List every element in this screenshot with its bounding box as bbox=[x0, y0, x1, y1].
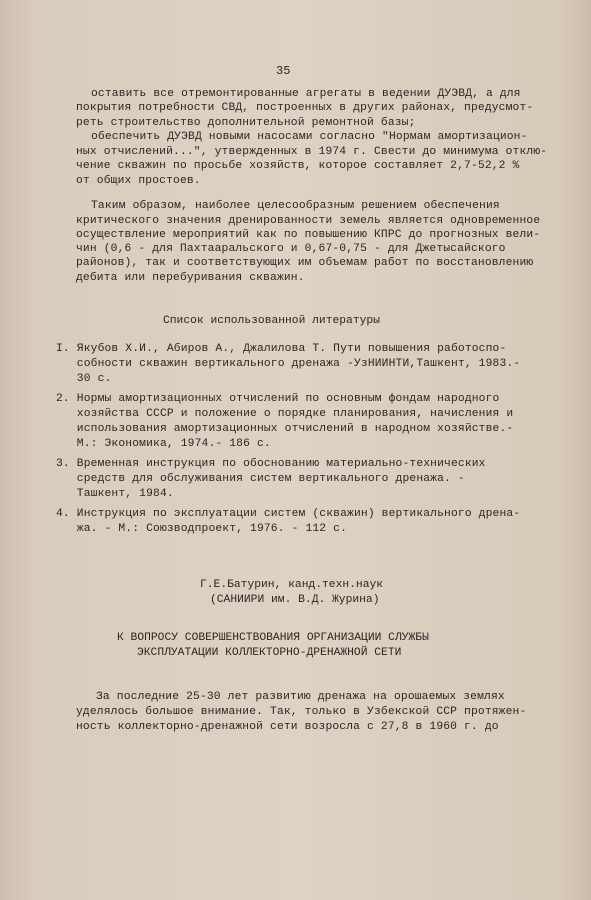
reference-line: М.: Экономика, 1974.- 186 с. bbox=[56, 438, 271, 450]
author-affiliation: (САНИИРИ им. В.Д. Журина) bbox=[210, 594, 380, 606]
author-name: Г.Е.Батурин, канд.техн.наук bbox=[200, 579, 384, 591]
text-line: районов), так и соответствующих им объемам работ по восстановлению bbox=[76, 257, 534, 269]
text-line: реть строительство дополнительной ремонтной базы; bbox=[76, 117, 416, 129]
reference-line: 3. Временная инструкция по обоснованию материально-технических bbox=[56, 458, 486, 470]
text-line: дебита или перебуривания скважин. bbox=[76, 272, 305, 284]
article-title: ЭКСПЛУАТАЦИИ КОЛЛЕКТОРНО-ДРЕНАЖНОЙ СЕТИ bbox=[137, 647, 402, 659]
text-line: уделялось большое внимание. Так, только в Узбекской ССР протяжен- bbox=[76, 706, 527, 718]
text-line: обеспечить ДУЭВД новыми насосами согласно "Нормам амортизацион- bbox=[91, 131, 528, 143]
reference-line: собности скважин вертикального дренажа -УзНИИНТИ,Ташкент, 1983.- bbox=[56, 358, 521, 370]
reference-line: 4. Инструкция по эксплуатации систем (скважин) вертикального дрена- bbox=[56, 508, 521, 520]
reference-line: хозяйства СССР и положение о порядке планирования, начисления и bbox=[56, 408, 514, 420]
text-line: критического значения дренированности земель является одновременное bbox=[76, 215, 541, 227]
page-number: 35 bbox=[276, 64, 291, 78]
text-line: чение скважин по просьбе хозяйств, которое составляет 2,7-52,2 % bbox=[76, 160, 520, 172]
text-line: от общих простоев. bbox=[76, 175, 201, 187]
text-line: оставить все отремонтированные агрегаты в ведении ДУЭВД, а для bbox=[91, 88, 521, 100]
text-line: осуществление мероприятий как по повышению КПРС до прогнозных вели- bbox=[76, 229, 541, 241]
text-line: ных отчислений...", утвержденных в 1974 г. Свести до минимума отклю- bbox=[76, 146, 548, 158]
reference-line: использования амортизационных отчислений в народном хозяйстве.- bbox=[56, 423, 514, 435]
reference-line: средств для обслуживания систем вертикального дренажа. - bbox=[56, 473, 465, 485]
article-title: К ВОПРОСУ СОВЕРШЕНСТВОВАНИЯ ОРГАНИЗАЦИИ СЛУЖБЫ bbox=[117, 632, 429, 644]
text-line: За последние 25-30 лет развитию дренажа на орошаемых землях bbox=[96, 691, 505, 703]
reference-line: 30 с. bbox=[56, 373, 112, 385]
references-title: Список использованной литературы bbox=[163, 315, 380, 327]
text-line: чин (0,6 - для Пахтааральского и 0,67-0,75 - для Джетысайского bbox=[76, 243, 506, 255]
text-line: Таким образом, наиболее целесообразным решением обеспечения bbox=[91, 200, 500, 212]
text-line: ность коллекторно-дренажной сети возросла с 27,8 в 1960 г. до bbox=[76, 721, 499, 733]
reference-line: 2. Нормы амортизационных отчислений по основным фондам народного bbox=[56, 393, 500, 405]
reference-line: жа. - М.: Союзводпроект, 1976. - 112 с. bbox=[56, 523, 348, 535]
text-line: покрытия потребности СВД, построенных в других районах, предусмот- bbox=[76, 102, 534, 114]
reference-line: Ташкент, 1984. bbox=[56, 488, 174, 500]
reference-line: I. Якубов Х.И., Абиров А., Джалилова Т. Пути повышения работоспо- bbox=[56, 343, 507, 355]
